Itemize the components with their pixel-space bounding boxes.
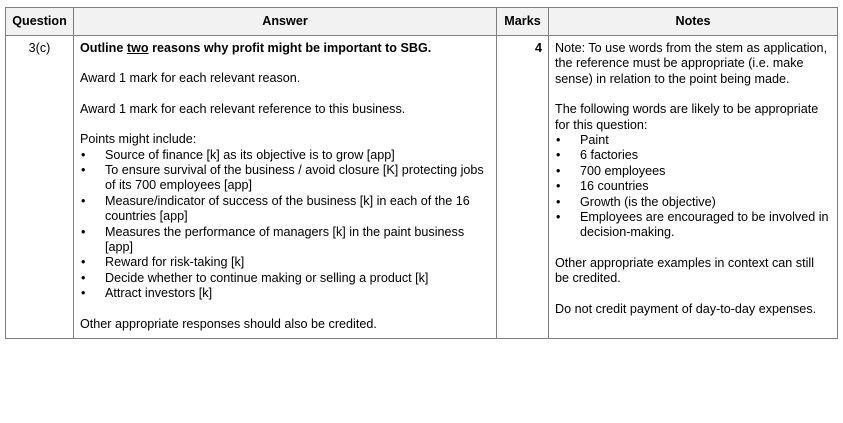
- table-row: [6, 36, 838, 339]
- mark-scheme-table: [5, 7, 838, 339]
- award-relevant-reason: Award 1 mark for each relevant reason.: [80, 71, 301, 86]
- list-item: • 6 factories: [555, 148, 831, 163]
- header-question: Question: [6, 8, 74, 36]
- header-row: [6, 8, 838, 36]
- header-marks: Marks: [497, 8, 549, 36]
- list-item: • Source of finance [k] as its objective is to grow [app]: [80, 148, 490, 163]
- header-answer: Answer: [74, 8, 497, 36]
- list-item: • Paint: [555, 133, 831, 148]
- list-item: • To ensure survival of the business / avoid closure [K] protecting jobs of its 700 employees [app]: [80, 163, 490, 194]
- question-number: 3(c): [6, 36, 74, 339]
- header-notes: Notes: [549, 8, 838, 36]
- list-item: • Decide whether to continue making or selling a product [k]: [80, 271, 490, 286]
- notes-cell: [549, 36, 838, 339]
- marks-value: 4: [497, 36, 549, 339]
- words-intro: The following words are likely to be appropriate for this question:: [555, 102, 819, 132]
- words-list: [555, 133, 831, 241]
- points-intro: Points might include:: [80, 132, 197, 147]
- answer-cell: [74, 36, 497, 339]
- other-responses-note: Other appropriate responses should also be credited.: [80, 316, 377, 331]
- list-item: • Growth (is the objective): [555, 195, 831, 210]
- list-item: • 16 countries: [555, 179, 831, 194]
- list-item: • Attract investors [k]: [80, 286, 490, 301]
- points-list: [80, 148, 490, 302]
- list-item: • Employees are encouraged to be involved in decision-making.: [555, 210, 831, 241]
- list-item: • Measure/indicator of success of the business [k] in each of the 16 countries [app]: [80, 194, 490, 225]
- list-item: • Reward for risk-taking [k]: [80, 255, 490, 270]
- do-not-credit-note: Do not credit payment of day-to-day expenses.: [555, 301, 817, 316]
- award-relevant-reference: Award 1 mark for each relevant reference to this business.: [80, 101, 406, 116]
- other-examples-note: Other appropriate examples in context can still be credited.: [555, 255, 815, 286]
- stem-note: Note: To use words from the stem as application, the reference must be appropriate (i.e. make sense) in relation to the point being made.: [555, 41, 828, 86]
- list-item: • Measures the performance of managers [k] in the paint business [app]: [80, 225, 490, 256]
- answer-prompt: Outline two reasons why profit might be important to SBG.: [80, 41, 432, 55]
- list-item: • 700 employees: [555, 164, 831, 179]
